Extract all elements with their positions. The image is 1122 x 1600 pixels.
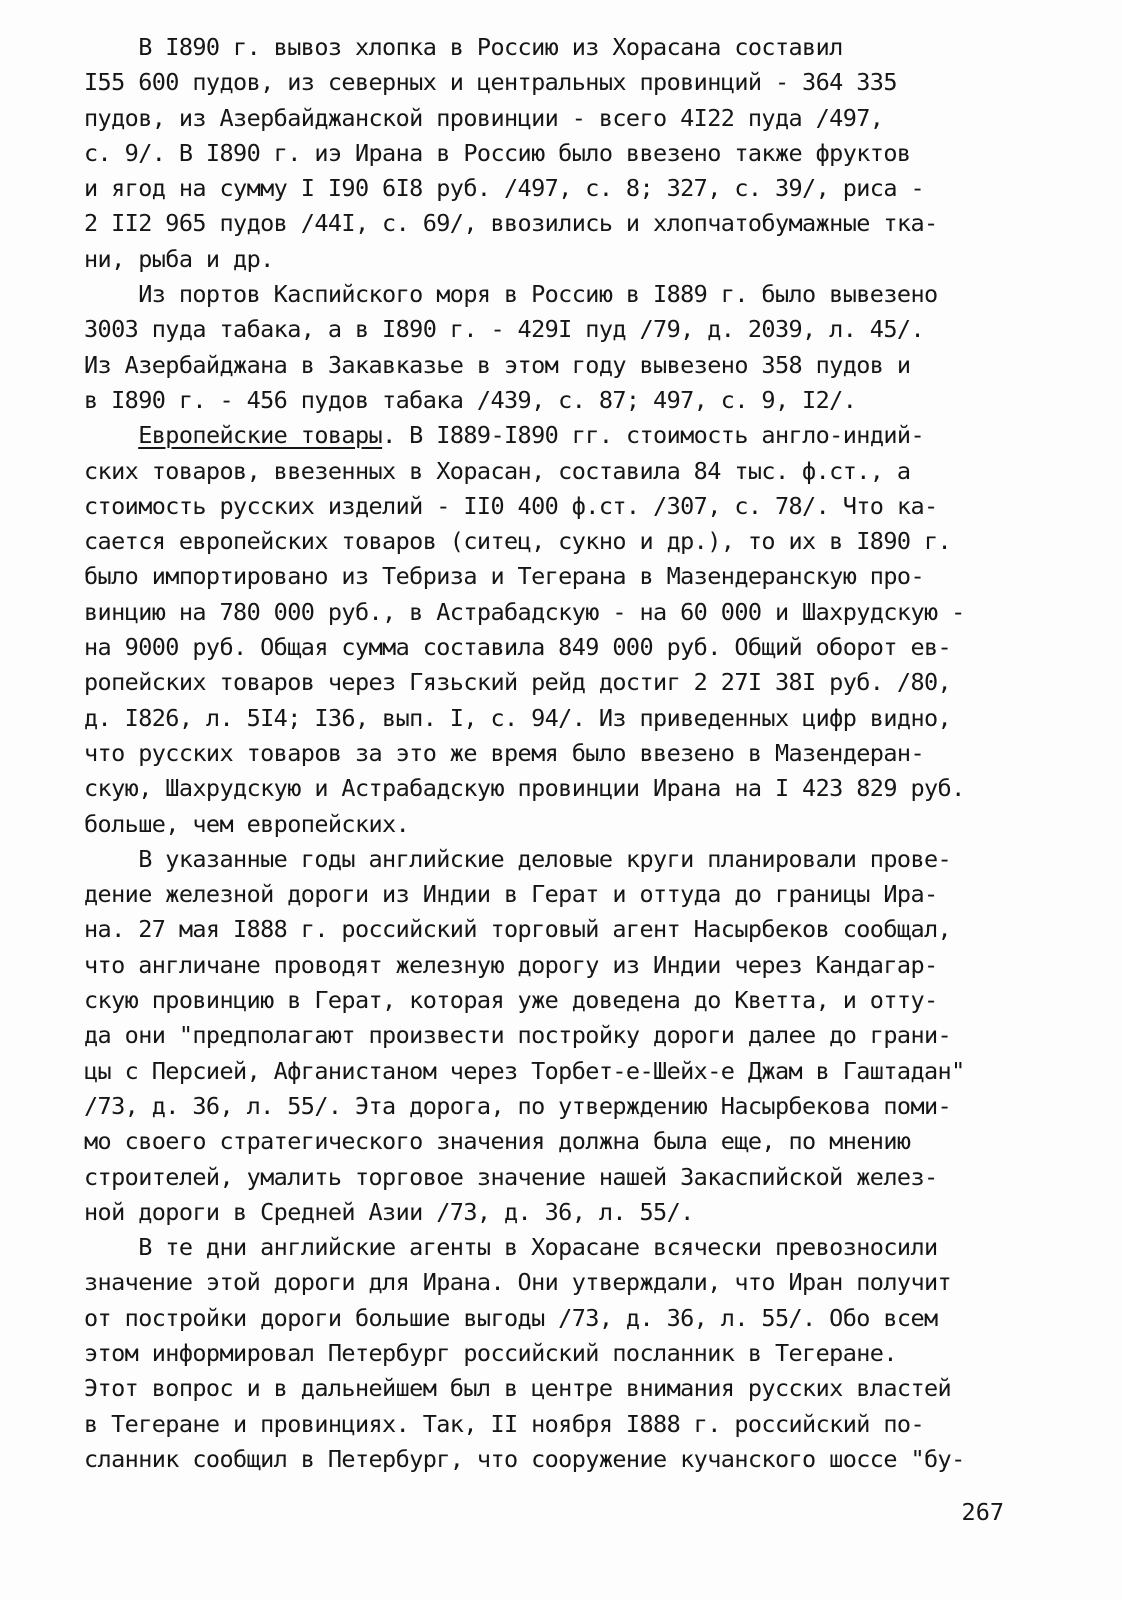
text-line: В указанные годы английские деловые круги планировали прове- (84, 844, 952, 873)
text-line: Из Азербайджана в Закавказье в этом году вывезено 358 пудов и (84, 350, 911, 379)
text-line: I55 600 пудов, из северных и центральных провинций - 364 335 (84, 68, 897, 97)
body-text (84, 30, 1074, 1477)
text-line: сается европейских товаров (ситец, сукно и др.), то их в I890 г. (84, 527, 952, 556)
text-line: цы с Персией, Афганистаном через Торбет-е-Шейх-е Джам в Гаштадан" (84, 1056, 965, 1085)
text-line: что англичане проводят железную дорогу из Индии через Кандагар- (84, 950, 938, 979)
text-line: /73, д. 36, л. 55/. Эта дорога, по утверждению Насырбекова поми- (84, 1091, 952, 1120)
text-line: 2 II2 965 пудов /44I, с. 69/, ввозились и хлопчатобумажные тка- (84, 209, 938, 238)
text-line: в I890 г. - 456 пудов табака /439, с. 87; 497, с. 9, I2/. (84, 385, 857, 414)
text-line: мо своего стратегического значения должна была еще, по мнению (84, 1127, 911, 1156)
text-line: что русских товаров за это же время было ввезено в Мазендеран- (84, 738, 924, 767)
text-line: винцию на 780 000 руб., в Астрабадскую - на 60 000 и Шахрудскую - (84, 597, 965, 626)
text-line: на. 27 мая I888 г. российский торговый агент Насырбеков сообщал, (84, 915, 952, 944)
text-line: было импортировано из Тебриза и Тегерана в Мазендеранскую про- (84, 562, 924, 591)
text-line: в Тегеране и провинциях. Так, II ноября I888 г. российский по- (84, 1409, 924, 1438)
text-line: на 9000 руб. Общая сумма составила 849 000 руб. Общий оборот ев- (84, 633, 952, 662)
text-line: с. 9/. В I890 г. иэ Ирана в Россию было ввезено также фруктов (84, 138, 911, 167)
text-line: и ягод на сумму I I90 6I8 руб. /497, с. 8; 327, с. 39/, риса - (84, 174, 924, 203)
text-line: пудов, из Азербайджанской провинции - всего 4I22 пуда /497, (84, 103, 884, 132)
text-line: Из портов Каспийского моря в Россию в I889 г. было вывезено (84, 280, 938, 309)
text-line: ских товаров, ввезенных в Хорасан, составила 84 тыс. ф.ст., а (84, 456, 911, 485)
text-line: больше, чем европейских. (84, 809, 410, 838)
text-line: от постройки дороги большие выгоды /73, д. 36, л. 55/. Обо всем (84, 1303, 938, 1332)
text-line: сланник сообщил в Петербург, что сооружение кучанского шоссе "бу- (84, 1444, 965, 1473)
text-line: ропейских товаров через Гязьский рейд достиг 2 27I 38I руб. /80, (84, 668, 952, 697)
text-line: дение железной дороги из Индии в Герат и оттуда до границы Ира- (84, 880, 938, 909)
text-line: скую, Шахрудскую и Астрабадскую провинции Ирана на I 423 829 руб. (84, 774, 965, 803)
text-line: этом информировал Петербург российский посланник в Тегеране. (84, 1338, 897, 1367)
text-line: скую провинцию в Герат, которая уже доведена до Кветта, и отту- (84, 986, 938, 1015)
text-line: стоимость русских изделий - II0 400 ф.ст. /307, с. 78/. Что ка- (84, 491, 938, 520)
text-line: ной дороги в Средней Азии /73, д. 36, л. 55/. (84, 1197, 694, 1226)
text-line: строителей, умалить торговое значение нашей Закаспийской желез- (84, 1162, 938, 1191)
text-line: да они "предполагают произвести постройку дороги далее до грани- (84, 1021, 952, 1050)
page-number: 267 (961, 1498, 1004, 1526)
heading-line-rest: . В I889-I890 гг. стоимость англо-индий- (382, 421, 925, 450)
section-heading: Европейские товары (138, 421, 383, 450)
text-line: Этот вопрос и в дальнейшем был в центре внимания русских властей (84, 1374, 952, 1403)
text-line: значение этой дороги для Ирана. Они утверждали, что Иран получит (84, 1268, 952, 1297)
text-line: д. I826, л. 5I4; I36, вып. I, с. 94/. Из приведенных цифр видно, (84, 703, 952, 732)
text-line: В I890 г. вывоз хлопка в Россию из Хорасана составил (84, 33, 843, 61)
text-line: В те дни английские агенты в Хорасане всячески превозносили (84, 1233, 938, 1262)
heading-indent (84, 421, 138, 449)
text-line: 3003 пуда табака, а в I890 г. - 429I пуд /79, д. 2039, л. 45/. (84, 315, 924, 344)
section-heading-line (84, 418, 1074, 453)
text-line: ни, рыба и др. (84, 244, 274, 273)
